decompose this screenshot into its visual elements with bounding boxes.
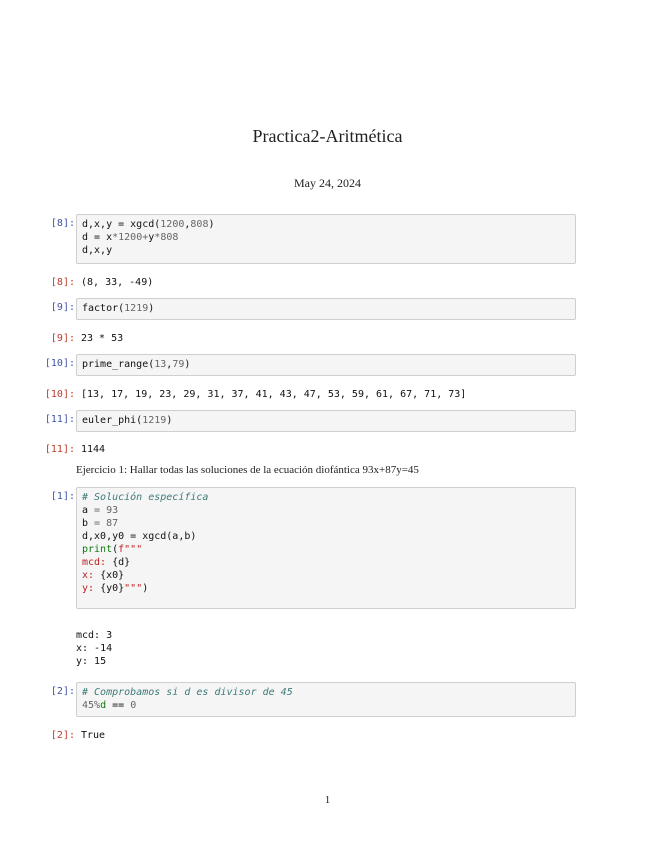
code-number: 808 (190, 219, 209, 230)
code-number: 13 (154, 359, 167, 370)
output-prompt: [11]: (44, 444, 75, 455)
output-text: True (81, 730, 106, 741)
code-text: d,x,y = xgcd( (82, 219, 161, 230)
code-comment: # Solución específica (82, 492, 209, 503)
code-text: , (166, 359, 173, 370)
output-text: (8, 33, -49) (81, 277, 154, 288)
output-prompt: [8]: (50, 277, 75, 288)
code-number: 79 (172, 359, 185, 370)
code-text: euler_phi( (82, 415, 143, 426)
code-text: ) (166, 415, 173, 426)
code-text: d,x,y (82, 245, 113, 256)
code-editor[interactable] (76, 214, 576, 264)
code-editor[interactable] (76, 298, 576, 320)
exercise-statement: Ejercicio 1: Hallar todas las soluciones de la ecuación diofántica 93x+87y=45 (76, 464, 419, 476)
input-prompt: [9]: (50, 302, 75, 313)
code-operator: % (94, 700, 101, 711)
code-text: ) (148, 303, 155, 314)
code-text: prime_range( (82, 359, 155, 370)
code-text: ( (112, 544, 119, 555)
page-number: 1 (324, 794, 331, 806)
code-text: ) (184, 359, 191, 370)
code-text: , (184, 219, 191, 230)
code-operator: = (94, 505, 101, 516)
document-date: May 24, 2024 (294, 176, 361, 190)
code-text: d,x0,y0 = xgcd(a,b) (82, 531, 197, 542)
code-editor[interactable] (76, 354, 576, 376)
code-string: y: (82, 583, 101, 594)
code-number: 1219 (142, 415, 167, 426)
input-prompt: [10]: (44, 358, 75, 369)
code-string: f""" (118, 544, 143, 555)
code-number: 1200 (160, 219, 185, 230)
code-text: y (148, 232, 155, 243)
code-text: == (106, 700, 131, 711)
output-text: [13, 17, 19, 23, 29, 31, 37, 41, 43, 47, 53, 59, 61, 67, 71, 73] (81, 389, 467, 400)
code-comment: # Comprobamos si d es divisor de 45 (82, 687, 293, 698)
code-text: ) (142, 583, 149, 594)
code-operator: + (142, 232, 149, 243)
code-text: {y0} (100, 583, 125, 594)
code-builtin: print (82, 544, 113, 555)
output-prompt: [2]: (50, 730, 75, 741)
code-editor[interactable] (76, 410, 576, 432)
code-variable: d (100, 700, 107, 711)
document-title: Practica2-Aritmética (252, 126, 403, 146)
code-editor[interactable] (76, 682, 576, 717)
code-number: 1219 (124, 303, 149, 314)
code-number: 808 (160, 232, 179, 243)
code-text: d = x (82, 232, 113, 243)
code-operator: * (112, 232, 119, 243)
code-string: mcd: (82, 557, 113, 568)
code-text: a (82, 505, 95, 516)
code-text: {x0} (100, 570, 125, 581)
code-number: 1200 (118, 232, 143, 243)
output-prompt: [10]: (44, 389, 75, 400)
code-text: ) (208, 219, 215, 230)
output-prompt: [9]: (50, 333, 75, 344)
code-number: 45 (82, 700, 95, 711)
code-number: 93 (100, 505, 119, 516)
code-operator: * (154, 232, 161, 243)
input-prompt: [1]: (50, 491, 75, 502)
input-prompt: [2]: (50, 686, 75, 697)
output-text: mcd: 3 x: -14 y: 15 (76, 630, 113, 667)
code-operator: = (94, 518, 101, 529)
output-text: 1144 (81, 444, 106, 455)
code-string: """ (124, 583, 143, 594)
code-number: 87 (100, 518, 119, 529)
code-text: b (82, 518, 95, 529)
code-string: x: (82, 570, 101, 581)
output-text: 23 * 53 (81, 333, 124, 344)
code-text: {d} (112, 557, 131, 568)
code-editor[interactable] (76, 487, 576, 609)
input-prompt: [11]: (44, 414, 75, 425)
input-prompt: [8]: (50, 218, 75, 229)
code-number: 0 (130, 700, 137, 711)
code-text: factor( (82, 303, 125, 314)
